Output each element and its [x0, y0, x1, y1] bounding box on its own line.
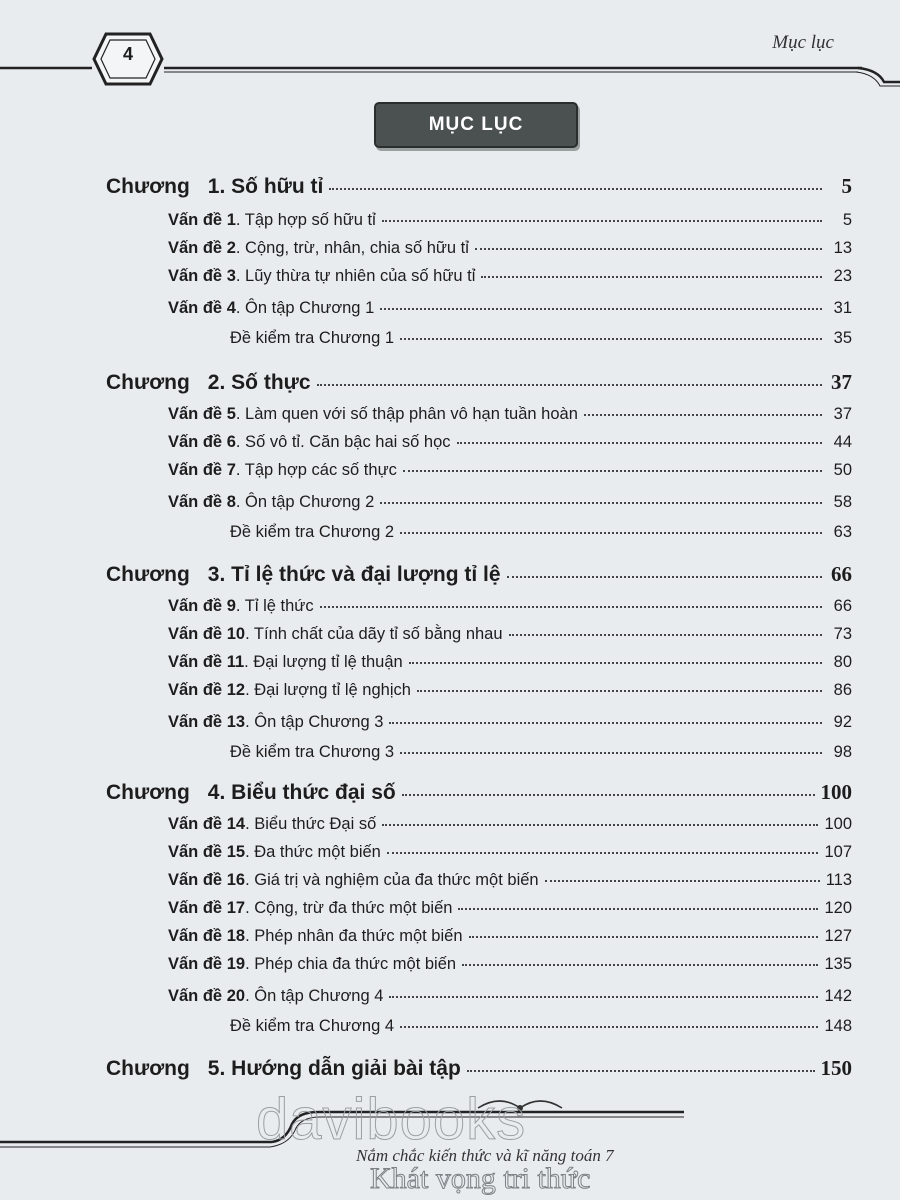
dot-leader — [382, 807, 818, 826]
topic-prefix: Vấn đề — [168, 238, 223, 257]
toc-entry-label — [168, 681, 411, 700]
page-number-ref: 113 — [825, 870, 852, 889]
topic-number: 14 — [226, 814, 246, 833]
page-number-ref: 98 — [833, 742, 852, 761]
page-number-ref: 50 — [833, 460, 852, 479]
page-number-ref: 23 — [833, 266, 852, 285]
topic-number: 9 — [226, 596, 236, 615]
page-number-ref: 127 — [824, 926, 852, 945]
toc-entry-label — [168, 955, 456, 974]
topic-number: 13 — [226, 712, 246, 731]
toc-chapter-row[interactable] — [106, 366, 852, 395]
page-number-ref: 66 — [833, 596, 852, 615]
dot-leader — [403, 453, 822, 472]
toc-entry-label — [106, 371, 311, 395]
topic-prefix: Vấn đề — [168, 210, 223, 229]
topic-title: . Cộng, trừ đa thức một biến — [245, 898, 453, 917]
toc-topic-row[interactable] — [168, 866, 852, 890]
page-number-ref: 73 — [833, 624, 852, 643]
toc-topic-row[interactable] — [168, 922, 852, 946]
dot-leader — [584, 397, 822, 416]
page-number-ref: 135 — [824, 954, 852, 973]
dot-leader — [409, 645, 822, 664]
topic-prefix: Vấn đề — [168, 460, 223, 479]
page-number-ref: 44 — [833, 432, 852, 451]
topic-number: 4 — [226, 298, 236, 317]
dot-leader — [507, 555, 822, 578]
toc-entry-label — [168, 625, 503, 644]
dot-leader — [400, 515, 822, 534]
toc-entry-label — [230, 1017, 394, 1036]
topic-title: . Đa thức một biến — [245, 842, 381, 861]
page-number-ref: 86 — [833, 680, 852, 699]
toc-test-row[interactable] — [230, 1012, 852, 1036]
topic-number: 3 — [226, 266, 236, 285]
watermark-slogan: Khát vọng tri thức — [370, 1162, 591, 1195]
topic-title: . Đại lượng tỉ lệ nghịch — [245, 680, 411, 699]
topic-prefix: Vấn đề — [168, 712, 223, 731]
topic-prefix: Vấn đề — [168, 404, 223, 423]
toc-entry-label — [168, 597, 314, 616]
topic-number: 10 — [226, 624, 246, 643]
toc-entry-label — [168, 239, 469, 258]
topic-title: . Ôn tập Chương 1 — [235, 298, 375, 317]
dot-leader — [389, 705, 822, 724]
toc-chapter-row[interactable] — [106, 1052, 852, 1081]
dot-leader — [389, 979, 818, 998]
topic-prefix: Vấn đề — [168, 898, 223, 917]
topic-prefix: Vấn đề — [168, 870, 223, 889]
dot-leader — [387, 835, 819, 854]
dot-leader — [329, 167, 822, 190]
topic-number: 20 — [226, 986, 246, 1005]
dot-leader — [402, 773, 815, 796]
dot-leader — [458, 891, 818, 910]
toc-chapter-row[interactable] — [106, 170, 852, 199]
topic-prefix: Vấn đề — [168, 596, 223, 615]
toc-title: MỤC LỤC — [374, 102, 578, 148]
test-title: Đề kiểm tra Chương 3 — [230, 742, 395, 761]
topic-title: . Đại lượng tỉ lệ thuận — [244, 652, 403, 671]
page-number-ref: 107 — [824, 842, 852, 861]
page-number-ref: 5 — [841, 174, 852, 198]
page-number-ref: 35 — [833, 328, 852, 347]
toc-topic-row[interactable] — [168, 982, 852, 1006]
topic-title: . Cộng, trừ, nhân, chia số hữu tỉ — [235, 238, 469, 257]
page-number-ref: 13 — [833, 238, 852, 257]
topic-number: 8 — [226, 492, 236, 511]
topic-prefix: Vấn đề — [168, 492, 223, 511]
toc-topic-row[interactable] — [168, 488, 852, 512]
page-number-ref: 66 — [831, 562, 852, 586]
toc-entry-label — [106, 563, 501, 587]
chapter-number: 5. — [207, 1057, 226, 1080]
dot-leader — [380, 291, 822, 310]
topic-number: 6 — [226, 432, 236, 451]
page-number-ref: 31 — [833, 298, 852, 317]
header-section-title: Mục lục — [772, 32, 834, 53]
toc-topic-row[interactable] — [168, 708, 852, 732]
chapter-number: 4. — [207, 781, 226, 804]
toc-entry-label — [168, 927, 463, 946]
page-number-ref: 100 — [820, 780, 852, 804]
topic-prefix: Vấn đề — [168, 986, 223, 1005]
topic-number: 15 — [226, 842, 246, 861]
dot-leader — [417, 673, 822, 692]
topic-prefix: Vấn đề — [168, 624, 223, 643]
toc-entry-label — [168, 211, 376, 230]
topic-prefix: Vấn đề — [168, 926, 223, 945]
toc-entry-label — [168, 433, 451, 452]
toc-test-row[interactable] — [230, 324, 852, 348]
toc-entry-label — [230, 743, 394, 762]
toc-entry-label — [106, 175, 323, 199]
toc-entry-label — [168, 987, 383, 1006]
dot-leader — [317, 363, 822, 386]
topic-title: . Ôn tập Chương 4 — [245, 986, 384, 1005]
toc-topic-row[interactable] — [168, 894, 852, 918]
toc-topic-row[interactable] — [168, 456, 852, 480]
page-number-ref: 150 — [820, 1056, 852, 1080]
toc-entry-label — [168, 899, 452, 918]
topic-number: 7 — [226, 460, 236, 479]
toc-chapter-row[interactable] — [106, 558, 852, 587]
page-number-ref: 142 — [824, 986, 852, 1005]
toc-entry-label — [168, 267, 475, 286]
toc-entry-label — [168, 299, 374, 318]
chapter-prefix: Chương — [106, 175, 190, 198]
topic-number: 5 — [226, 404, 236, 423]
topic-title: . Số vô tỉ. Căn bậc hai số học — [235, 432, 451, 451]
page-number-ref: 37 — [833, 404, 852, 423]
chapter-number: 2. — [207, 371, 226, 394]
chapter-title: Hướng dẫn giải bài tập — [231, 1057, 461, 1080]
dot-leader — [481, 259, 822, 278]
footer-book-title: Nắm chắc kiến thức và kĩ năng toán 7 — [356, 1146, 614, 1165]
topic-title: . Phép chia đa thức một biến — [245, 954, 457, 973]
topic-number: 11 — [226, 652, 245, 671]
chapter-number: 1. — [207, 175, 226, 198]
toc-topic-row[interactable] — [168, 592, 852, 616]
toc-entry-label — [168, 843, 381, 862]
page-number-ref: 5 — [842, 210, 852, 229]
dot-leader — [380, 485, 822, 504]
dot-leader — [457, 425, 822, 444]
toc-chapter-row[interactable] — [106, 776, 852, 805]
topic-prefix: Vấn đề — [168, 266, 223, 285]
topic-prefix: Vấn đề — [168, 814, 223, 833]
topic-prefix: Vấn đề — [168, 652, 223, 671]
dot-leader — [467, 1049, 815, 1072]
toc-test-row[interactable] — [230, 738, 852, 762]
toc-entry-label — [230, 329, 394, 348]
toc-entry-label — [168, 653, 403, 672]
topic-title: . Tập hợp số hữu tỉ — [235, 210, 376, 229]
toc-entry-label — [168, 815, 376, 834]
page-number-ref: 92 — [833, 712, 852, 731]
topic-number: 2 — [226, 238, 236, 257]
dot-leader — [400, 321, 822, 340]
topic-title: . Phép nhân đa thức một biến — [245, 926, 463, 945]
topic-title: . Ôn tập Chương 3 — [245, 712, 384, 731]
page-number-ref: 37 — [831, 370, 852, 394]
toc-topic-row[interactable] — [168, 620, 852, 644]
toc-topic-row[interactable] — [168, 262, 852, 286]
chapter-title: Tỉ lệ thức và đại lượng tỉ lệ — [231, 563, 501, 586]
chapter-number: 3. — [207, 563, 226, 586]
topic-number: 18 — [226, 926, 246, 945]
toc-topic-row[interactable] — [168, 838, 852, 862]
chapter-prefix: Chương — [106, 563, 190, 586]
toc-topic-row[interactable] — [168, 810, 852, 834]
topic-prefix: Vấn đề — [168, 842, 223, 861]
dot-leader — [469, 919, 819, 938]
toc-topic-row[interactable] — [168, 648, 852, 672]
chapter-title: Số thực — [231, 371, 311, 394]
page-number-ref: 63 — [833, 522, 852, 541]
toc-test-row[interactable] — [230, 518, 852, 542]
topic-number: 16 — [226, 870, 246, 889]
page-number-ref: 58 — [833, 492, 852, 511]
topic-title: . Lũy thừa tự nhiên của số hữu tỉ — [235, 266, 476, 285]
toc-topic-row[interactable] — [168, 400, 852, 424]
page-number-ref: 120 — [824, 898, 852, 917]
page-number: 4 — [122, 44, 133, 64]
topic-number: 1 — [226, 210, 236, 229]
chapter-prefix: Chương — [106, 1057, 190, 1080]
topic-prefix: Vấn đề — [168, 432, 223, 451]
page-number-ref: 80 — [833, 652, 852, 671]
toc-topic-row[interactable] — [168, 676, 852, 700]
chapter-title: Biểu thức đại số — [231, 781, 396, 804]
page-number-ref: 148 — [824, 1016, 852, 1035]
toc-entry-label — [168, 871, 539, 890]
header-rule — [0, 60, 900, 94]
topic-title: . Giá trị và nghiệm của đa thức một biến — [245, 870, 539, 889]
dot-leader — [320, 589, 822, 608]
dot-leader — [545, 863, 820, 882]
toc-entry-label — [168, 713, 383, 732]
test-title: Đề kiểm tra Chương 1 — [230, 328, 395, 347]
dot-leader — [509, 617, 822, 636]
page-number-ref: 100 — [824, 814, 852, 833]
toc-entry-label — [168, 461, 397, 480]
toc-topic-row[interactable] — [168, 950, 852, 974]
chapter-title: Số hữu tỉ — [231, 175, 324, 198]
topic-number: 12 — [226, 680, 246, 699]
topic-title: . Tính chất của dãy tỉ số bằng nhau — [245, 624, 503, 643]
topic-title: . Biểu thức Đại số — [245, 814, 377, 833]
test-title: Đề kiểm tra Chương 4 — [230, 1016, 395, 1035]
topic-prefix: Vấn đề — [168, 298, 223, 317]
topic-number: 17 — [226, 898, 246, 917]
topic-title: . Làm quen với số thập phân vô hạn tuần hoàn — [235, 404, 578, 423]
topic-prefix: Vấn đề — [168, 954, 223, 973]
topic-title: . Tỉ lệ thức — [235, 596, 314, 615]
toc-topic-row[interactable] — [168, 428, 852, 452]
toc-topic-row[interactable] — [168, 206, 852, 230]
toc-topic-row[interactable] — [168, 294, 852, 318]
topic-prefix: Vấn đề — [168, 680, 223, 699]
toc-topic-row[interactable] — [168, 234, 852, 258]
toc-entry-label — [106, 781, 396, 805]
topic-number: 19 — [226, 954, 246, 973]
test-title: Đề kiểm tra Chương 2 — [230, 522, 395, 541]
topic-title: . Tập hợp các số thực — [235, 460, 397, 479]
toc-entry-label — [168, 493, 374, 512]
chapter-prefix: Chương — [106, 781, 190, 804]
topic-title: . Ôn tập Chương 2 — [235, 492, 375, 511]
dot-leader — [400, 1009, 818, 1028]
dot-leader — [382, 203, 822, 222]
watermark-brand: davibooks — [256, 1087, 527, 1152]
dot-leader — [475, 231, 822, 250]
chapter-prefix: Chương — [106, 371, 190, 394]
toc-entry-label — [168, 405, 578, 424]
dot-leader — [462, 947, 818, 966]
dot-leader — [400, 735, 822, 754]
toc-entry-label — [230, 523, 394, 542]
toc-entry-label — [106, 1057, 461, 1081]
